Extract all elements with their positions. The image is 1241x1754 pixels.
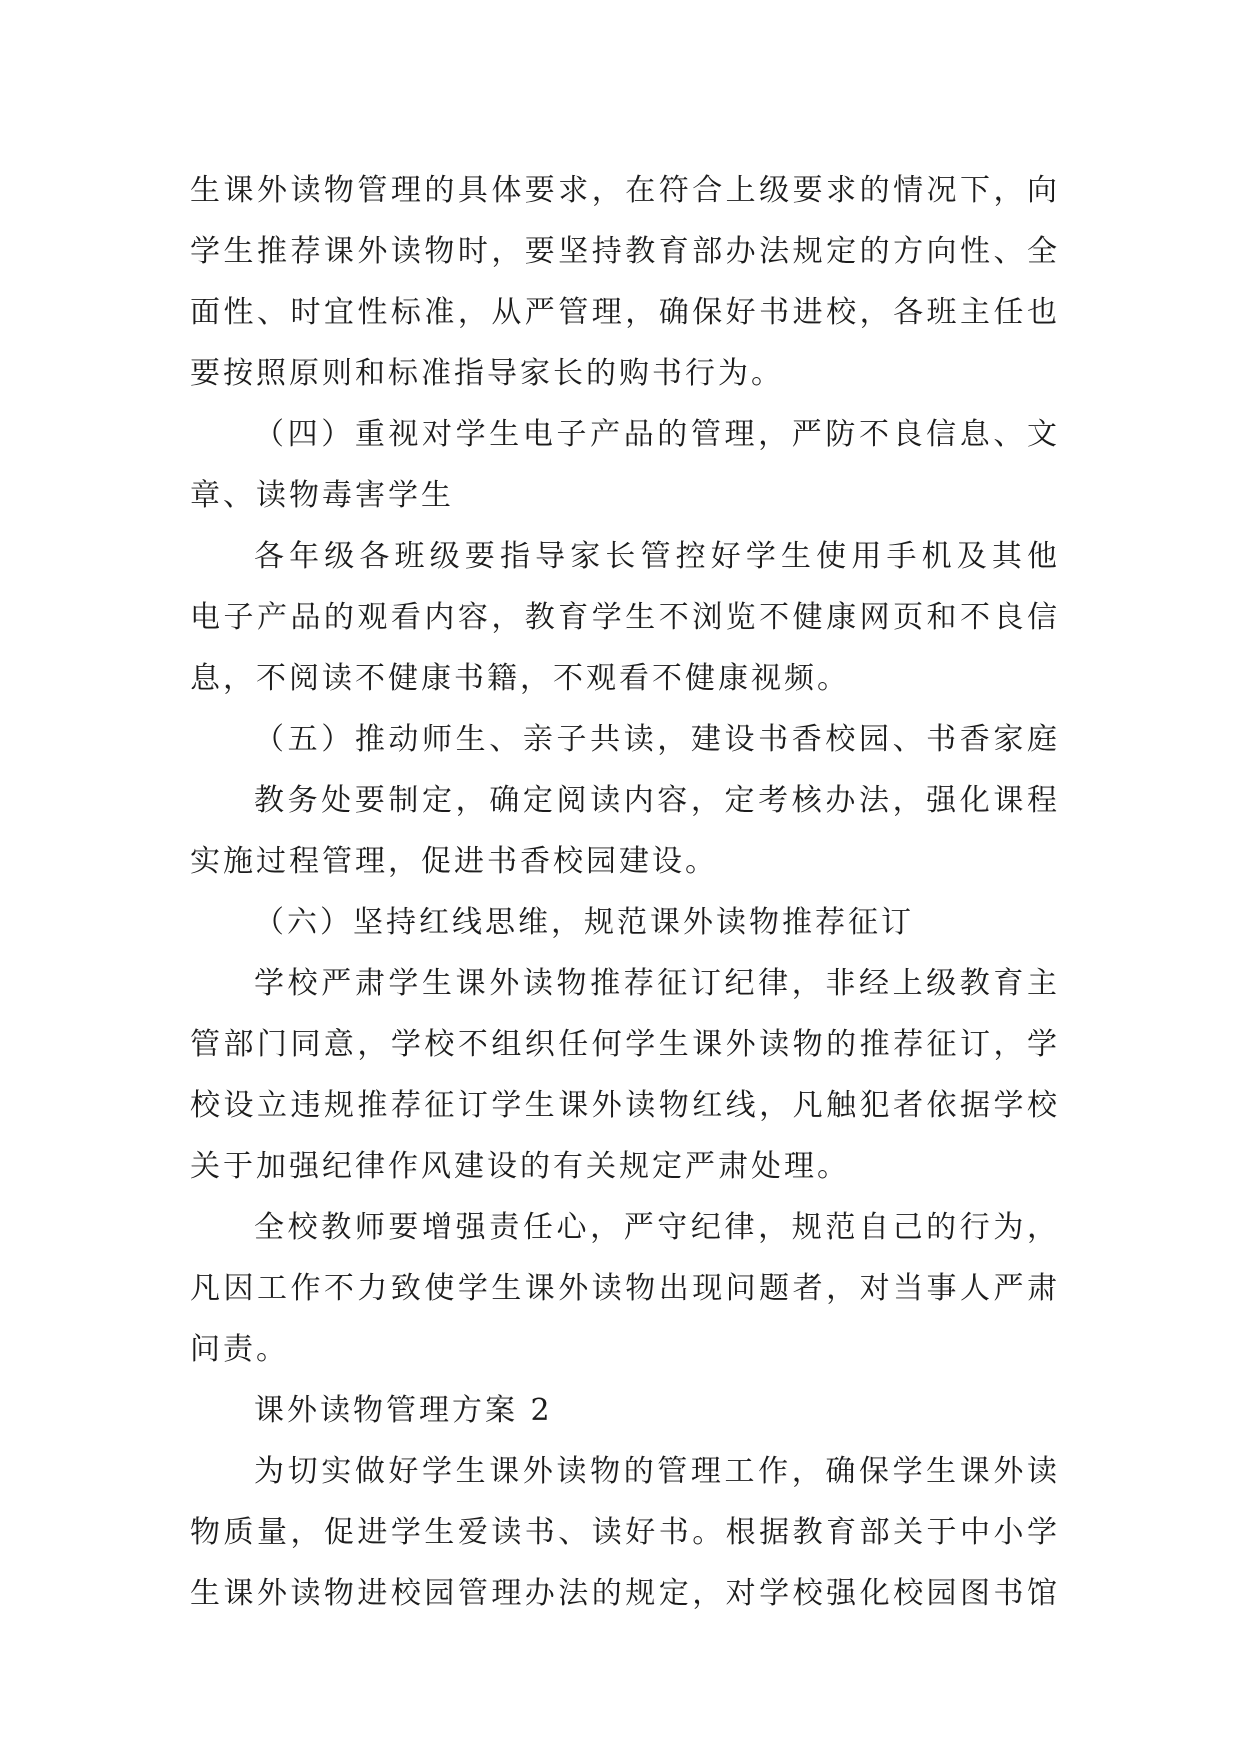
text-line: 电子产品的观看内容，教育学生不浏览不健康网页和不良信	[190, 600, 1060, 635]
text-line: 要按照原则和标准指导家长的购书行为。	[190, 356, 784, 391]
text-line: 生课外读物管理的具体要求，在符合上级要求的情况下，向	[190, 173, 1060, 208]
text-line: 息，不阅读不健康书籍，不观看不健康视频。	[190, 661, 850, 696]
text-line: 各年级各班级要指导家长管控好学生使用手机及其他	[254, 539, 1060, 574]
text-line: 教务处要制定，确定阅读内容，定考核办法，强化课程	[254, 783, 1060, 818]
text-line: 凡因工作不力致使学生课外读物出现问题者，对当事人严肃	[190, 1271, 1060, 1306]
text-line: 生课外读物进校园管理办法的规定，对学校强化校园图书馆	[190, 1576, 1060, 1611]
text-line: 全校教师要增强责任心，严守纪律，规范自己的行为，	[254, 1210, 1060, 1245]
text-line: 问责。	[190, 1332, 289, 1367]
text-line: 为切实做好学生课外读物的管理工作，确保学生课外读	[254, 1454, 1060, 1489]
document-page	[190, 160, 1060, 1624]
text-line: 面性、时宜性标准，从严管理，确保好书进校，各班主任也	[190, 295, 1060, 330]
section-heading: （四）重视对学生电子产品的管理，严防不良信息、文	[254, 417, 1060, 452]
section-heading: （五）推动师生、亲子共读，建设书香校园、书香家庭	[254, 722, 1060, 757]
text-line: 学校严肃学生课外读物推荐征订纪律，非经上级教育主	[254, 966, 1060, 1001]
text-line: 关于加强纪律作风建设的有关规定严肃处理。	[190, 1149, 850, 1184]
text-line: 学生推荐课外读物时，要坚持教育部办法规定的方向性、全	[190, 234, 1060, 269]
section-heading: 章、读物毒害学生	[190, 478, 454, 513]
document-title: 课外读物管理方案 2	[254, 1393, 553, 1428]
text-line: 管部门同意，学校不组织任何学生课外读物的推荐征订，学	[190, 1027, 1060, 1062]
text-line: 实施过程管理，促进书香校园建设。	[190, 844, 718, 879]
text-line: 校设立违规推荐征订学生课外读物红线，凡触犯者依据学校	[190, 1088, 1060, 1123]
section-heading: （六）坚持红线思维，规范课外读物推荐征订	[254, 905, 914, 940]
text-line: 物质量，促进学生爱读书、读好书。根据教育部关于中小学	[190, 1515, 1060, 1550]
